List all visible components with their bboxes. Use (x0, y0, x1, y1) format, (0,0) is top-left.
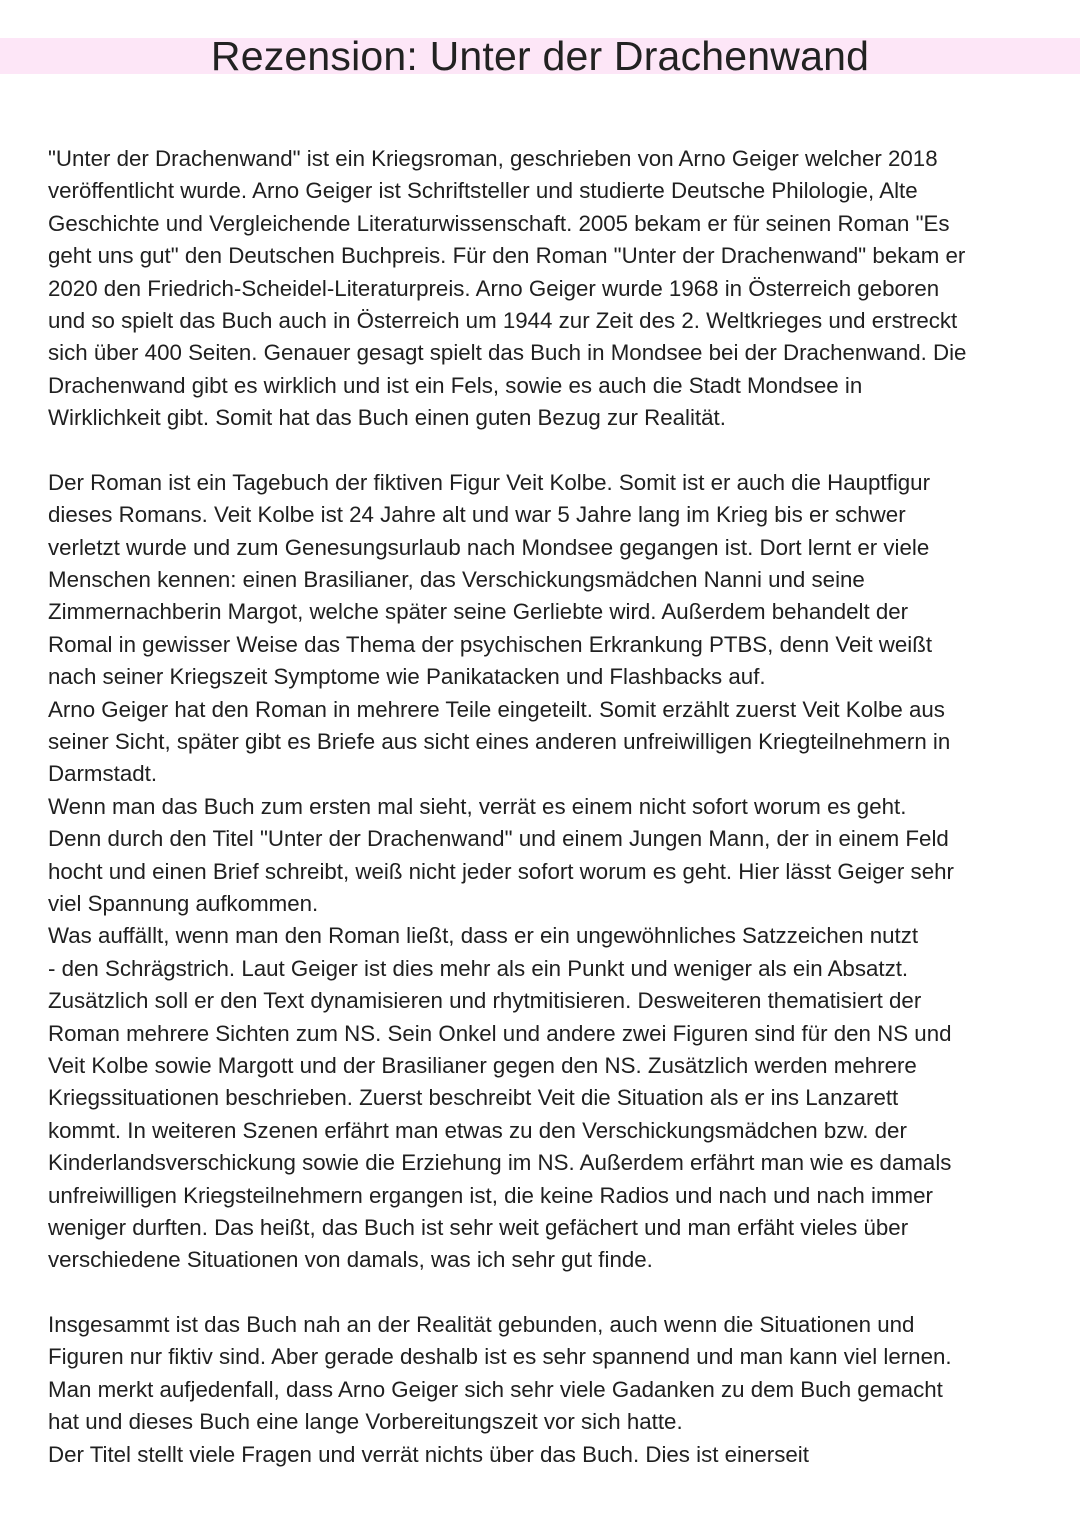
paragraph (48, 143, 1038, 435)
text-line: hocht und einen Brief schreibt, weiß nicht jeder sofort worum es geht. Hier lässt Geiger sehr (48, 858, 954, 884)
text-line: hat und dieses Buch eine lange Vorbereitungszeit vor sich hatte. (48, 1409, 683, 1435)
text-line: Geschichte und Vergleichende Literaturwissenschaft. 2005 bekam er für seinen Roman "Es (48, 210, 950, 236)
text-line: verschiedene Situationen von damals, was ich sehr gut finde. (48, 1247, 653, 1273)
paragraph-spacer (48, 435, 1038, 467)
text-line: geht uns gut" den Deutschen Buchpreis. Für den Roman "Unter der Drachenwand" bekam er (48, 243, 966, 269)
text-line: Veit Kolbe sowie Margott und der Brasilianer gegen den NS. Zusätzlich werden mehrere (48, 1052, 917, 1078)
paragraph (48, 467, 1038, 1277)
text-line: - den Schrägstrich. Laut Geiger ist dies mehr als ein Punkt und weniger als ein Absatzt. (48, 955, 909, 981)
text-line: Darmstadt. (48, 761, 158, 787)
text-line: nach seiner Kriegszeit Symptome wie Panikatacken und Flashbacks auf. (48, 664, 766, 690)
text-line: Der Titel stellt viele Fragen und verrät nichts über das Buch. Dies ist einerseit (48, 1441, 809, 1467)
text-line: Zimmernachberin Margot, welche später seine Gerliebte wird. Außerdem behandelt der (48, 599, 909, 625)
text-line: und so spielt das Buch auch in Österreich um 1944 zur Zeit des 2. Weltkrieges und erstreckt (48, 307, 958, 333)
text-line: Denn durch den Titel "Unter der Drachenwand" und einem Jungen Mann, der in einem Feld (48, 826, 949, 852)
text-line: Kriegssituationen beschrieben. Zuerst beschreibt Veit die Situation als er ins Lanzarett (48, 1085, 899, 1111)
text-line: Drachenwand gibt es wirklich und ist ein Fels, sowie es auch die Stadt Mondsee in (48, 372, 863, 398)
text-line: Figuren nur fiktiv sind. Aber gerade deshalb ist es sehr spannend und man kann viel lernen. (48, 1344, 952, 1370)
text-line: unfreiwilligen Kriegsteilnehmern ergangen ist, die keine Radios und nach und nach immer (48, 1182, 933, 1208)
text-line: sich über 400 Seiten. Genauer gesagt spielt das Buch in Mondsee bei der Drachenwand. Die (48, 340, 967, 366)
text-line: Insgesammt ist das Buch nah an der Realität gebunden, auch wenn die Situationen und (48, 1312, 915, 1338)
text-line: Wenn man das Buch zum ersten mal sieht, verrät es einem nicht sofort worum es geht. (48, 793, 907, 819)
review-body (48, 143, 1038, 1471)
text-line: Der Roman ist ein Tagebuch der fiktiven Figur Veit Kolbe. Somit ist er auch die Hauptfigur (48, 469, 931, 495)
paragraph-spacer (48, 1277, 1038, 1309)
text-line: seiner Sicht, später gibt es Briefe aus sicht eines anderen unfreiwilligen Kriegteilnehmern in (48, 729, 951, 755)
text-line: "Unter der Drachenwand" ist ein Kriegsroman, geschrieben von Arno Geiger welcher 2018 (48, 146, 938, 171)
text-line: Wirklichkeit gibt. Somit hat das Buch einen guten Bezug zur Realität. (48, 405, 726, 431)
text-line: weniger durften. Das heißt, das Buch ist sehr weit gefächert und man erfäht vieles über (48, 1214, 909, 1240)
page-title: Rezension: Unter der Drachenwand (210, 33, 870, 79)
text-line: viel Spannung aufkommen. (48, 890, 319, 916)
text-line: dieses Romans. Veit Kolbe ist 24 Jahre alt und war 5 Jahre lang im Krieg bis er schwer (48, 502, 906, 528)
text-line: Kinderlandsverschickung sowie die Erziehung im NS. Außerdem erfährt man wie es damals (48, 1150, 952, 1176)
text-line: Arno Geiger hat den Roman in mehrere Teile eingeteilt. Somit erzählt zuerst Veit Kolbe aus (48, 696, 945, 722)
text-line: Zusätzlich soll er den Text dynamisieren und rhytmitisieren. Desweiteren thematisiert der (48, 988, 922, 1014)
text-line: veröffentlicht wurde. Arno Geiger ist Schriftsteller und studierte Deutsche Philologie, Alte (48, 178, 918, 204)
text-line: Menschen kennen: einen Brasilianer, das Verschickungsmädchen Nanni und seine (48, 567, 865, 593)
text-line: Was auffällt, wenn man den Roman ließt, dass er ein ungewöhnliches Satzzeichen nutzt (48, 923, 919, 949)
text-line: kommt. In weiteren Szenen erfährt man etwas zu den Verschickungsmädchen bzw. der (48, 1117, 907, 1143)
text-line: verletzt wurde und zum Genesungsurlaub nach Mondsee gegangen ist. Dort lernt er viele (48, 534, 930, 560)
text-line: Man merkt aufjedenfall, dass Arno Geiger sich sehr viele Gadanken zu dem Buch gemacht (48, 1376, 943, 1402)
text-line: Romal in gewisser Weise das Thema der psychischen Erkrankung PTBS, denn Veit weißt (48, 631, 933, 657)
paragraph (48, 1309, 1038, 1471)
text-line: Roman mehrere Sichten zum NS. Sein Onkel und andere zwei Figuren sind für den NS und (48, 1020, 952, 1046)
text-line: 2020 den Friedrich-Scheidel-Literaturpreis. Arno Geiger wurde 1968 in Österreich geboren (48, 275, 940, 301)
